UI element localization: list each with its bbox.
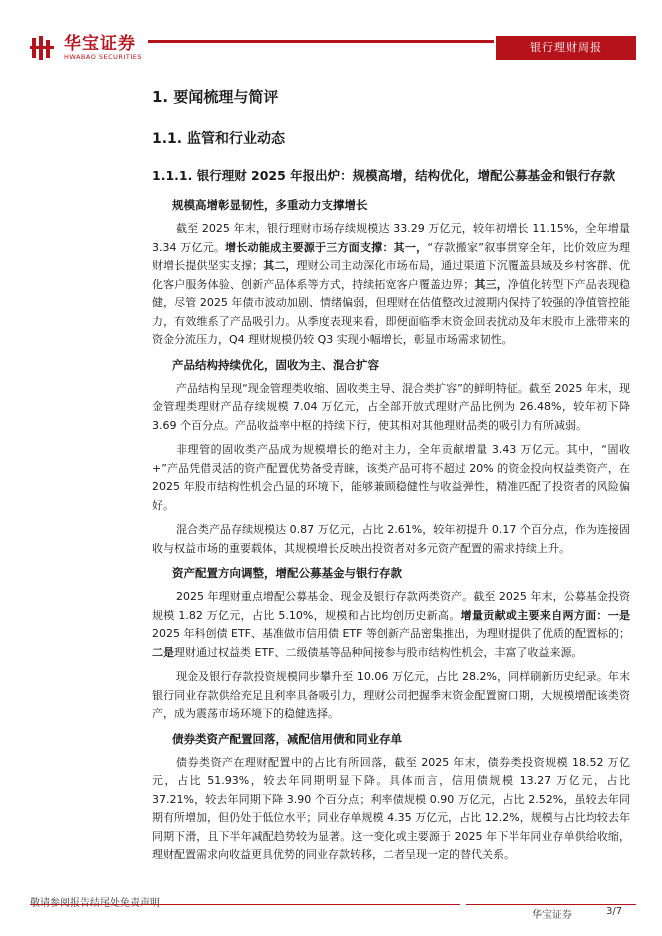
footer-rule: [30, 904, 460, 905]
disclaimer-note: [30, 894, 160, 909]
header-rule: [148, 40, 494, 43]
logo-mark-icon: [30, 34, 60, 62]
logo-text-cn: 华宝证券: [64, 34, 136, 54]
paragraph: [152, 588, 630, 662]
paragraph: 现金及银行存款投资规模同步攀升至 10.06 万亿元，占比 28.2%，同样刷新历史纪录。年末银行同业存款供给充足且利率具备吸引力，理财公司把握季末资金配置窗口期，大规模增配该类资产，成为震荡市场环境下的稳健选择。: [152, 670, 630, 720]
text-run: 理财通过权益类 ETF、二级债基等品种间接参与股市结构性机会，丰富了收益来源。: [174, 645, 583, 659]
text-run: 理财公司主动深化市场布局，通过渠道下沉覆盖县域及乡村客群、优化客户服务体验、创新产品体系等方式，持续拓宽客户覆盖边界；: [152, 259, 631, 291]
subheading-scale-growth: 规模高增彰显韧性，多重动力支撑增长: [172, 198, 368, 212]
paragraph: 混合类产品存续规模达 0.87 万亿元，占比 2.61%，较年初提升 0.17 个百分点，作为连接固收与权益市场的重要载体，其规模增长反映出投资者对多元资产配置的需求持续上升。: [152, 523, 630, 555]
logo-text-en: HWABAO SECURITIES: [64, 53, 142, 61]
report-type-tag: 银行理财周报: [496, 36, 636, 60]
section-heading-1-1-1: 1.1.1. 银行理财 2025 年报出炉：规模高增，结构优化，增配公募基金和银行存款: [152, 168, 616, 183]
subheading-asset-allocation: 资产配置方向调整，增配公募基金与银行存款: [172, 566, 402, 580]
paragraph: 非理管的固收类产品成为规模增长的绝对主力，全年贡献增量 3.43 万亿元。其中，“固收+”产品凭借灵活的资产配置优势备受青睐，该类产品可将不超过 20% 的资金投向权益类资产，在 2025 年股市结构性机会凸显的环境下，能够兼顾稳健性与收益弹性，精准匹配了投资者的风险偏好。: [152, 443, 630, 512]
bold-run: 增量贡献或主要来自两方面：一是: [460, 608, 631, 622]
bold-run: 增长动能成主要源于三方面支撑：其一，: [225, 240, 428, 254]
bold-run: 其二，: [263, 259, 297, 272]
subheading-product-structure: 产品结构持续优化，固收为主、混合扩容: [172, 357, 379, 372]
section-heading-1: 1. 要闻梳理与简评: [152, 88, 279, 106]
text-run: “存款搬家”叙事贯穿全年，比价效应为理财增长提供坚实支撑；: [152, 240, 630, 272]
bold-run: 其三，: [474, 277, 508, 291]
company-logo: [30, 34, 142, 62]
paragraph: 产品结构呈现“现金管理类收缩、固收类主导、混合类扩容”的鲜明特征。截至 2025 年末，现金管理类理财产品存续规模 7.04 万亿元，占全部开放式理财产品比例为 26.48%，较年初下降 3.69 个百分点。产品收益率中枢的持续下行，使其相对其他理财品类的吸引力有所减弱。: [152, 381, 630, 432]
text-run: 截至 2025 年末，银行理财市场存续规模达 33.29 万亿元，较年初增长 11.15%，全年增量 3.34 万亿元。: [152, 222, 630, 254]
footer-rule-right: [466, 904, 636, 905]
text-run: 净值化转型下产品表现稳健，尽管 2025 年债市波动加剧、情绪偏弱，但理财在估值整改过渡期内保持了较强的净值管控能力，有效维系了产品吸引力。从季度表现来看，即便面临季末资金回表扰动及年末股市上涨带来的资金分流压力，Q4 理财规模仍较 Q3 实现小幅增长，彰显市场需求韧性。: [152, 277, 631, 346]
bold-run: 二是: [152, 645, 174, 659]
section-heading-1-1: 1.1. 监管和行业动态: [152, 131, 285, 147]
page-number: 3/7: [606, 906, 623, 917]
paragraph: [152, 220, 630, 350]
footer-brand: 华宝证券: [532, 910, 572, 921]
subheading-bond-allocation: 债券类资产配置回落，减配信用债和同业存单: [172, 731, 402, 746]
paragraph: 债券类资产在理财配置中的占比有所回落，截至 2025 年末，债券类投资规模 18.52 万亿元，占比 51.93%，较去年同期明显下降。具体而言，信用债规模 13.27 万亿元，占比 37.21%，较去年同期下降 3.90 个百分点；利率债规模 0.90 万亿元，占比 2.52%，虽较去年同期有所增加，但仍处于低位水平；同业存单规模 4.35 万亿元，占比 12.2%，规模与占比均较去年同期下滑，且下半年减配趋势较为显著。这一变化或主要源于 2025 年下半年同业存单供给收缩，理财配置需求向收益更具优势的同业存款转移，二者呈现一定的替代关系。: [152, 755, 630, 861]
text-run: 2025 年科创债 ETF、基准做市信用债 ETF 等创新产品密集推出，为理财提供了优质的配置标的；: [152, 627, 630, 640]
page-header: [0, 0, 662, 70]
article-body: [152, 196, 630, 871]
text-run: 2025 年理财重点增配公募基金、现金及银行存款两类资产。截至 2025 年末，公募基金投资规模 1.82 万亿元，占比 5.10%，规模和占比均创历史新高。: [152, 590, 630, 622]
